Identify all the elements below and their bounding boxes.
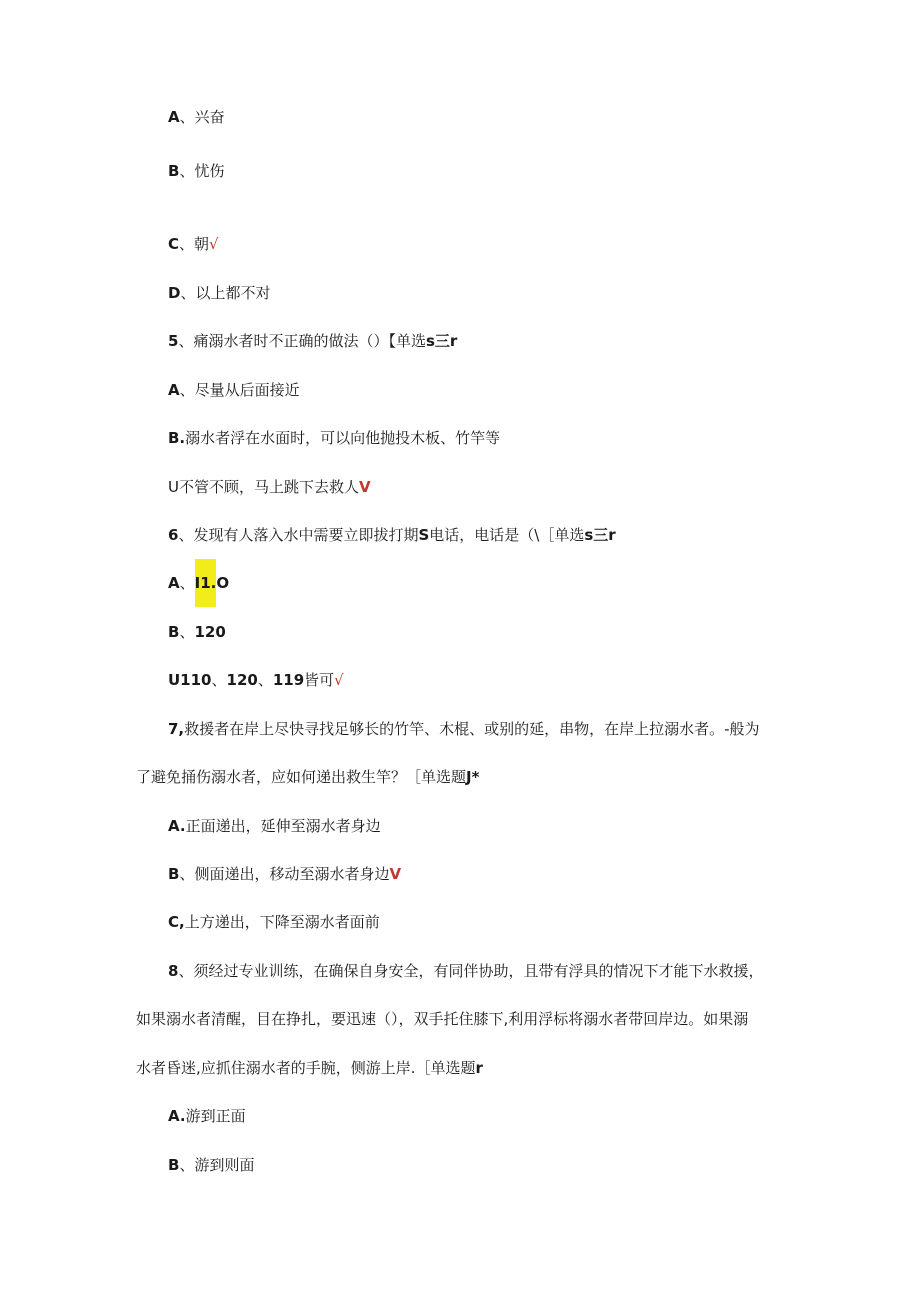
q5-option-b: B.溺水者浮在水面时，可以向他抛投木板、竹竿等 [168, 429, 501, 447]
q4-option-a: A、兴奋 [168, 108, 225, 126]
q5-option-a: A、尽量从后面接近 [168, 381, 300, 399]
q7-option-a: A.正面递出，延伸至溺水者身边 [168, 817, 381, 835]
q8-question-line1: 8、须经过专业训练，在确保自身安全，有同伴协助，且带有浮具的情况下才能下水救援， [168, 962, 764, 980]
q7-question-line1: 7,救援者在岸上尽快寻找足够长的竹竿、木棍、或别的延，串物，在岸上拉溺水者。-般为 [168, 720, 760, 738]
highlighted-text: I1. [195, 559, 217, 607]
q8-option-a: A.游到正面 [168, 1107, 246, 1125]
q8-question-line2: 如果溺水者清醒，目在挣扎，要迅速（），双手托住膝下,利用浮标将溺水者带回岸边。如果溺 [136, 1010, 749, 1028]
q8-option-b: B、游到则面 [168, 1156, 255, 1174]
q5-question: 5、痛溺水者时不正确的做法（）【单选s三r [168, 332, 458, 350]
q7-option-b: B、侧面递出，移动至溺水者身边V [168, 865, 402, 883]
correct-check-mark: √ [209, 235, 219, 253]
q8-question-line3: 水者昏迷,应抓住溺水者的手腕，侧游上岸.［单选题r [136, 1059, 483, 1077]
correct-check-mark: √ [334, 671, 344, 689]
q5-option-c: U不管不顾，马上跳下去救人V [168, 478, 371, 496]
q7-option-c: C,上方递出，下降至溺水者面前 [168, 913, 380, 931]
q7-question-line2: 了避免捅伤溺水者，应如何递出救生竿？［单选题J* [136, 768, 480, 786]
q4-option-c: C、朝√ [168, 235, 219, 253]
q6-option-b: B、120 [168, 623, 226, 641]
q6-option-a: A、I1.O [168, 573, 229, 593]
q4-option-d: D、以上都不对 [168, 284, 271, 302]
q4-option-b: B、忧伤 [168, 162, 225, 180]
q6-question: 6、发现有人落入水中需要立即拔打期S电话，电话是（\［单选s三r [168, 526, 616, 544]
correct-check-mark: V [358, 478, 371, 496]
correct-check-mark: V [389, 865, 402, 883]
q6-option-c: U110、120、119皆可√ [168, 671, 344, 689]
